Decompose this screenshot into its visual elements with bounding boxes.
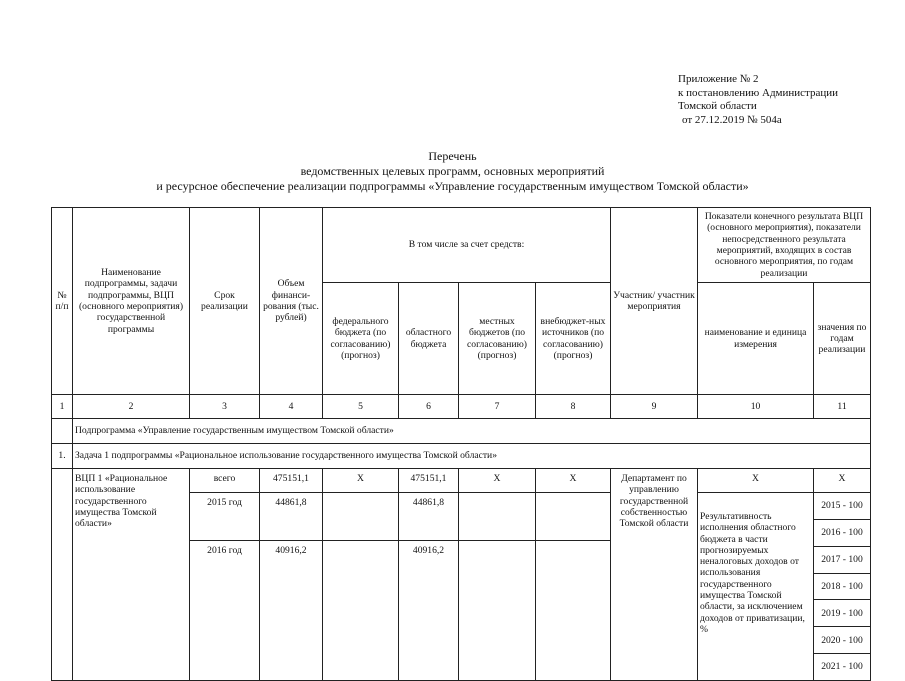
header-name: Наименование подпрограммы, задачи подпрограммы, ВЦП (основного мероприятия) государственной программы [73, 208, 190, 395]
col-number: 4 [260, 395, 323, 419]
program-regional: 40916,2 [399, 541, 459, 681]
document-title [0, 149, 905, 194]
program-term: всего [190, 469, 260, 493]
header-extra: внебюджет-ных источников (по согласованию) (прогноз) [536, 283, 611, 395]
col-number: 7 [459, 395, 536, 419]
subprogram-row [52, 419, 871, 444]
col-number: 5 [323, 395, 399, 419]
year-values-column [814, 493, 871, 681]
program-federal: Х [323, 469, 399, 493]
program-extra [536, 493, 611, 541]
header-including: В том числе за счет средств: [323, 208, 611, 283]
program-regional: 475151,1 [399, 469, 459, 493]
title-line: ведомственных целевых программ, основных мероприятий [300, 164, 605, 178]
program-local: Х [459, 469, 536, 493]
year-value: 2016 - 100 [814, 520, 870, 547]
column-numbers-row [52, 395, 871, 419]
program-participant: Департамент по управлению государственной собственностью Томской области [611, 469, 698, 681]
program-table [51, 207, 871, 681]
year-value: 2020 - 100 [814, 627, 870, 654]
program-term: 2016 год [190, 541, 260, 681]
program-volume: 44861,8 [260, 493, 323, 541]
task-num: 1. [52, 444, 73, 469]
header-federal: федерального бюджета (по согласованию) (прогноз) [323, 283, 399, 395]
appendix-line: от 27.12.2019 № 504а [682, 113, 782, 126]
col-number: 11 [814, 395, 871, 419]
year-value: 2017 - 100 [814, 547, 870, 574]
program-local [459, 493, 536, 541]
year-value: 2018 - 100 [814, 574, 870, 601]
appendix-line: Приложение № 2 [678, 73, 759, 85]
header-ind-values: значения по годам реализации [814, 283, 871, 395]
program-extra: Х [536, 469, 611, 493]
header-participant: Участник/ участник мероприятия [611, 208, 698, 395]
col-number: 10 [698, 395, 814, 419]
program-name: ВЦП 1 «Рациональное использование государственного имущества Томской области» [73, 469, 190, 681]
header-volume: Объем финанси-рования (тыс. рублей) [260, 208, 323, 395]
program-federal [323, 541, 399, 681]
header-ind-name: наименование и единица измерения [698, 283, 814, 395]
title-line: Перечень [428, 149, 477, 163]
header-regional: областного бюджета [399, 283, 459, 395]
header-local: местных бюджетов (по согласованию) (прогноз) [459, 283, 536, 395]
col-number: 8 [536, 395, 611, 419]
header-indicators: Показатели конечного результата ВЦП (основного мероприятия), показатели непосредственного результата мероприятий, входящих в состав основного мероприятия, по годам реализации [698, 208, 871, 283]
indicator-name: Результативность исполнения областного бюджета в части прогнозируемых неналоговых доходов от использования государственного имущества Томской области, за исключением доходов от приватизации, % [698, 493, 814, 681]
program-num-cell [52, 469, 73, 681]
col-number: 6 [399, 395, 459, 419]
program-volume: 475151,1 [260, 469, 323, 493]
program-local [459, 541, 536, 681]
program-extra [536, 541, 611, 681]
appendix-line: к постановлению Администрации [678, 86, 839, 99]
header-term: Срок реализации [190, 208, 260, 395]
program-total-row [52, 469, 871, 493]
title-line: и ресурсное обеспечение реализации подпрограммы «Управление государственным имуществом Томской области» [156, 179, 749, 193]
subprogram-num-cell [52, 419, 73, 444]
year-values-list [814, 493, 870, 680]
col-number: 3 [190, 395, 260, 419]
task-title: Задача 1 подпрограммы «Рациональное использование государственного имущества Томской области» [73, 444, 871, 469]
program-term: 2015 год [190, 493, 260, 541]
task-row [52, 444, 871, 469]
indicator-x: Х [698, 469, 814, 493]
appendix-line: Томской области [678, 100, 757, 112]
year-value: 2021 - 100 [821, 661, 863, 673]
appendix-block [678, 73, 893, 127]
subprogram-title: Подпрограмма «Управление государственным имуществом Томской области» [73, 419, 871, 444]
col-number: 1 [52, 395, 73, 419]
program-volume: 40916,2 [260, 541, 323, 681]
col-number: 9 [611, 395, 698, 419]
col-number: 2 [73, 395, 190, 419]
year-value: 2015 - 100 [814, 493, 870, 520]
header-num: № п/п [52, 208, 73, 395]
indicator-value-x: Х [814, 469, 871, 493]
year-value: 2019 - 100 [814, 600, 870, 627]
program-regional: 44861,8 [399, 493, 459, 541]
program-federal [323, 493, 399, 541]
